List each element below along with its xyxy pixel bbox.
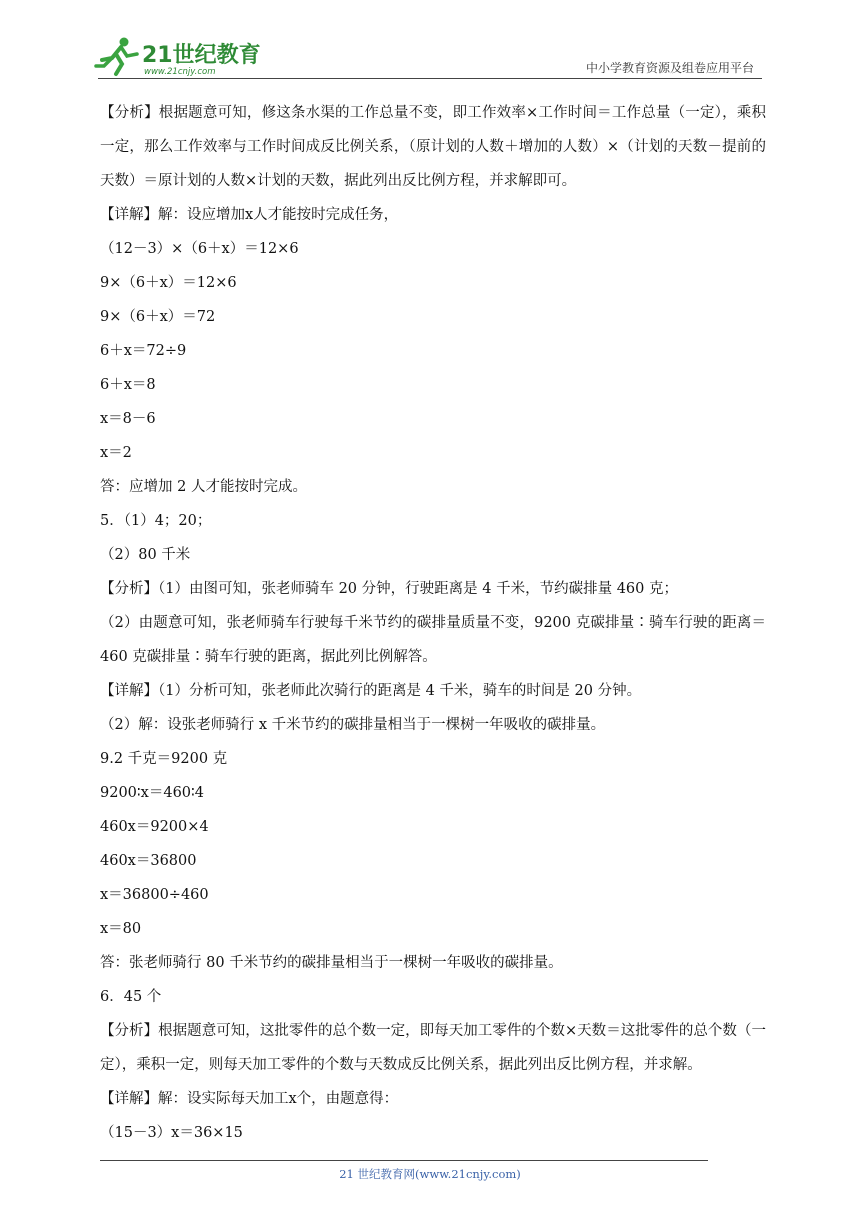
- text-line: 【详解】解：设应增加x人才能按时完成任务，: [100, 207, 399, 223]
- equation-line: x＝36800÷460: [100, 887, 209, 903]
- equation-line: 6＋x＝72÷9: [100, 343, 187, 359]
- text-line: 【分析】根据题意可知，修这条水渠的工作总量不变，即工作效率×工作时间＝工作总量（一定），乘积一定，那么工作效率与工作时间成反比例关系，（原计划的人数＋增加的人数）×（计划的天数－提前的天数）＝原计划的人数×计划的天数，据此列出反比例方程，并求解即可。: [100, 105, 766, 189]
- equation-line: x＝8－6: [100, 411, 156, 427]
- text-line: （2）解：设张老师骑行 x 千米节约的碳排量相当于一棵树一年吸收的碳排量。: [100, 717, 606, 733]
- equation-line: （15－3）x＝36×15: [100, 1125, 243, 1141]
- text-line: 【分析】（1）由图可知，张老师骑车 20 分钟，行驶距离是 4 千米，节约碳排量 460 克；: [100, 581, 678, 597]
- text-line: 【详解】（1）分析可知，张老师此次骑行的距离是 4 千米，骑车的时间是 20 分钟。: [100, 683, 642, 699]
- question-number-line: 6．45 个: [100, 989, 162, 1005]
- equation-line: 9.2 千克＝9200 克: [100, 751, 228, 767]
- equation-line: x＝2: [100, 445, 132, 461]
- text-line: （2）80 千米: [100, 547, 191, 563]
- logo-text: 21世纪教育: [142, 43, 261, 68]
- answer-line: 答：张老师骑行 80 千米节约的碳排量相当于一棵树一年吸收的碳排量。: [100, 955, 563, 971]
- text-line: （2）由题意可知，张老师骑车行驶每千米节约的碳排量质量不变，9200 克碳排量∶骑车行驶的距离＝460 克碳排量∶骑车行驶的距离，据此列比例解答。: [100, 615, 766, 665]
- runner-icon: [96, 38, 137, 75]
- answer-line: 答：应增加 2 人才能按时完成。: [100, 479, 307, 495]
- equation-line: 9×（6＋x）＝12×6: [100, 275, 237, 291]
- question-number-line: 5．（1）4；20；: [100, 513, 212, 529]
- equation-line: 460x＝36800: [100, 853, 197, 869]
- header-divider: [98, 78, 762, 79]
- equation-line: （12－3）×（6＋x）＝12×6: [100, 241, 299, 257]
- logo: [92, 34, 262, 78]
- text-line: 【分析】根据题意可知，这批零件的总个数一定，即每天加工零件的个数×天数＝这批零件的总个数（一定），乘积一定，则每天加工零件的个数与天数成反比例关系，据此列出反比例方程，并求解。: [100, 1023, 766, 1073]
- header-platform-text: 中小学教育资源及组卷应用平台: [585, 61, 754, 75]
- footer-divider: [100, 1160, 708, 1161]
- logo-url: www.21cnjy.com: [144, 67, 216, 77]
- equation-line: 460x＝9200×4: [100, 819, 209, 835]
- text-line: 【详解】解：设实际每天加工x个，由题意得：: [100, 1091, 399, 1107]
- equation-line: x＝80: [100, 921, 142, 937]
- footer-text: 21 世纪教育网(www.21cnjy.com): [339, 1167, 521, 1181]
- page-header: [0, 0, 860, 80]
- equation-line: 9×（6＋x）＝72: [100, 309, 216, 325]
- document-body: [100, 96, 766, 1150]
- equation-line: 6＋x＝8: [100, 377, 156, 393]
- equation-line: 9200∶x＝460∶4: [100, 785, 205, 801]
